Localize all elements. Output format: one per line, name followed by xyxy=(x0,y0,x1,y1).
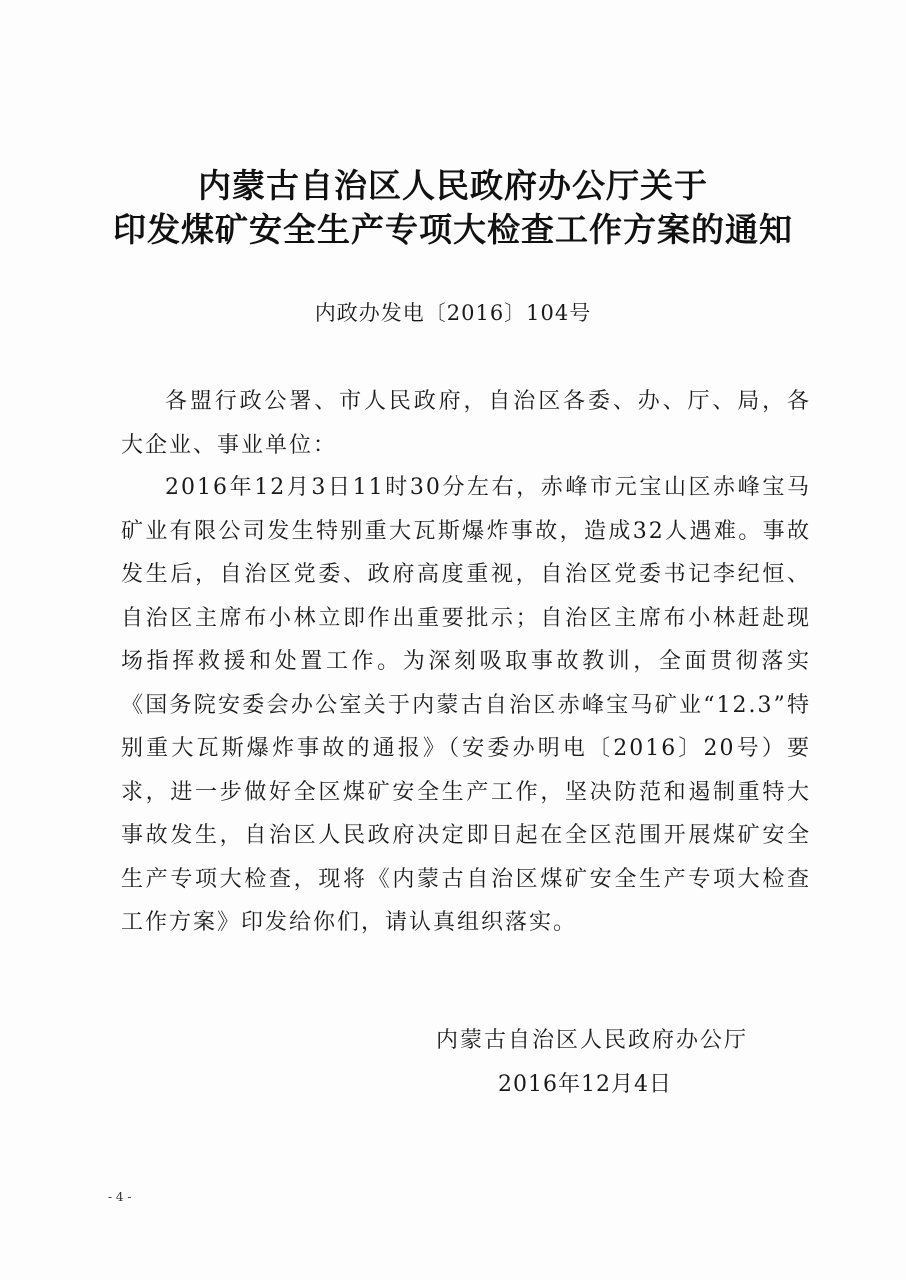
salutation: 各盟行政公署、市人民政府，自治区各委、办、厅、局，各大企业、事业单位： xyxy=(121,389,811,458)
signature-date: 2016年12月4日 xyxy=(498,1072,672,1097)
body-paragraph: 2016年12月3日11时30分左右，赤峰市元宝山区赤峰宝马矿业有限公司发生特别重大瓦斯爆炸事故，造成32人遇难。事故发生后，自治区党委、政府高度重视，自治区党委书记李纪恒、自治区主席布小林立即作出重要批示；自治区主席布小林赶赴现场指挥救援和处置工作。为深刻吸取事故教训，全面贯彻落实《国务院安委会办公室关于内蒙古自治区赤峰宝马矿业“12.3”特别重大瓦斯爆炸事故的通报》（安委办明电〔2016〕20号）要求，进一步做好全区煤矿安全生产工作，坚决防范和遏制重特大事故发生，自治区人民政府决定即日起在全区范围开展煤矿安全生产专项大检查，现将《内蒙古自治区煤矿安全生产专项大检查工作方案》印发给你们，请认真组织落实。 xyxy=(121,475,811,935)
document-number: 内政办发电〔2016〕104号 xyxy=(314,301,592,325)
signature-organization: 内蒙古自治区人民政府办公厅 xyxy=(436,1028,749,1053)
document-title-line1: 内蒙古自治区人民政府办公厅关于 xyxy=(198,166,708,205)
document-title-line2: 印发煤矿安全生产专项大检查工作方案的通知 xyxy=(113,210,793,249)
page-number: - 4 - xyxy=(108,1190,132,1204)
